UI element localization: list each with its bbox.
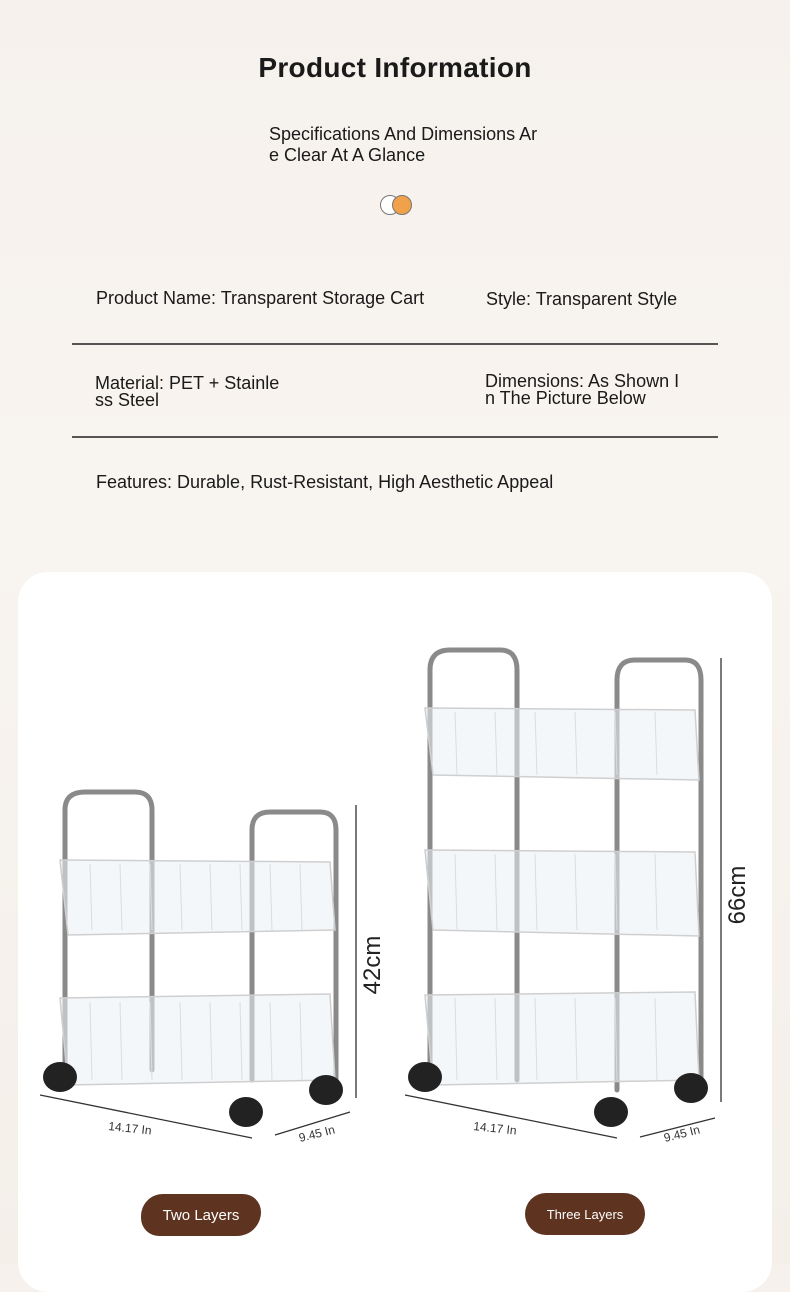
divider — [72, 343, 718, 345]
three-height-label: 66cm — [724, 865, 751, 925]
three-layers-button[interactable]: Three Layers — [525, 1193, 645, 1235]
color-swatches — [380, 195, 420, 217]
two-width-label: 14.17 In — [107, 1119, 153, 1138]
three-depth-label: 9.45 In — [662, 1122, 702, 1145]
two-height-label: 42cm — [359, 935, 386, 995]
spec-material: Material: PET + Stainless Steel — [95, 373, 280, 410]
spec-dimensions: Dimensions: As Shown In The Picture Below — [485, 371, 680, 408]
page-subtitle: Specifications And Dimensions Are Clear At A Glance — [269, 124, 538, 165]
two-layer-cart-image — [30, 780, 400, 1160]
two-depth-label: 9.45 In — [297, 1122, 337, 1145]
three-width-label: 14.17 In — [472, 1119, 518, 1138]
page-title: Product Information — [258, 52, 532, 83]
divider — [72, 436, 718, 438]
orange-swatch-icon[interactable] — [392, 195, 412, 215]
spec-style: Style: Transparent Style — [486, 289, 678, 309]
spec-features: Features: Durable, Rust-Resistant, High Aesthetic Appeal — [96, 472, 554, 492]
spec-product-name: Product Name: Transparent Storage Cart — [96, 288, 425, 308]
two-layers-button[interactable]: Two Layers — [141, 1194, 261, 1236]
three-layer-cart-image — [395, 640, 765, 1160]
